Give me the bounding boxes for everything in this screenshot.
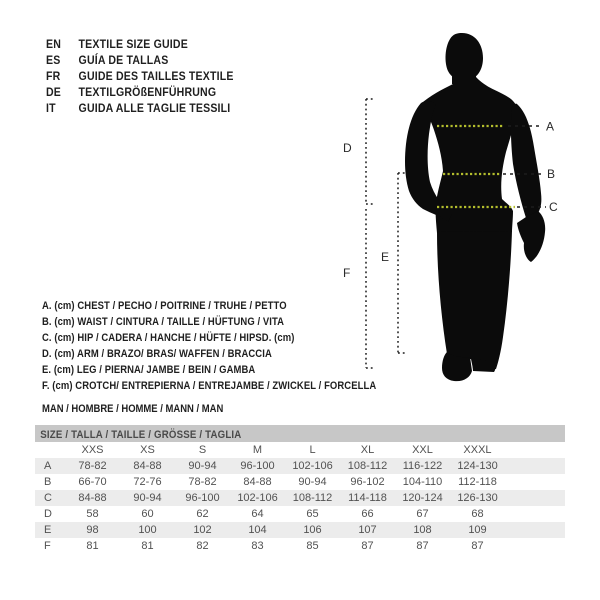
table-cell: 107: [358, 524, 377, 536]
trousers-shape: [437, 231, 512, 369]
table-cell: 78-82: [78, 460, 107, 472]
table-row-d: [35, 506, 565, 522]
legend-item-f: F. (cm) CROTCH/ ENTREPIERNA / ENTREJAMBE / ZWICKEL / FORCELLA: [42, 380, 377, 392]
gender-line: MAN / HOMBRE / HOMME / MANN / MAN: [42, 403, 224, 415]
legend-item-b: B. (cm) WAIST / CINTURA / TAILLE / HÜFTUNG / VITA: [42, 316, 285, 328]
table-cell: 64: [251, 508, 264, 520]
table-cell: 83: [251, 540, 264, 552]
guide-title: GUIDA ALLE TAGLIE TESSILI: [78, 101, 231, 115]
table-cell: 81: [141, 540, 154, 552]
table-cell: 104: [248, 524, 267, 536]
table-cell: 108-112: [347, 460, 388, 472]
label-hip-c: C: [549, 200, 558, 214]
row-filler-cell: [505, 474, 565, 490]
guide-title: GUIDE DES TAILLES TEXTILE: [78, 69, 234, 83]
table-cell: 126-130: [457, 492, 498, 504]
table-cell: 84-88: [243, 476, 272, 488]
column-header-s: S: [198, 444, 207, 456]
table-cell: 120-124: [402, 492, 443, 504]
row-label: E: [44, 524, 52, 536]
legend-item-e: E. (cm) LEG / PIERNA/ JAMBE / BEIN / GAMBA: [42, 364, 256, 376]
size-table-title: SIZE / TALLA / TAILLE / GRÖSSE / TAGLIA: [40, 429, 242, 441]
row-label: C: [44, 492, 52, 504]
table-cell: 96-100: [240, 460, 275, 472]
table-cell: 96-102: [350, 476, 385, 488]
row-filler-cell: [505, 506, 565, 522]
right-arm-shape: [511, 104, 541, 218]
table-cell: 65: [306, 508, 319, 520]
table-cell: 102-106: [237, 492, 278, 504]
table-cell: 82: [196, 540, 209, 552]
table-cell: 102-106: [292, 460, 333, 472]
label-waist-b: B: [547, 167, 556, 181]
header-corner-cell: [35, 442, 65, 458]
language-code: EN: [46, 37, 62, 51]
size-table-title-band: [35, 425, 565, 442]
table-row-e: [35, 522, 565, 538]
table-cell: 106: [303, 524, 322, 536]
column-header-m: M: [252, 444, 263, 456]
label-leg-e: E: [381, 250, 390, 264]
table-cell: 116-122: [402, 460, 443, 472]
table-row-a: [35, 458, 565, 474]
column-header-xxl: XXL: [412, 444, 433, 456]
table-cell: 68: [471, 508, 484, 520]
measure-line-leg: [381, 173, 407, 353]
label-chest-a: A: [546, 119, 555, 134]
table-cell: 66: [361, 508, 374, 520]
table-cell: 90-94: [298, 476, 327, 488]
table-cell: 84-88: [133, 460, 162, 472]
table-cell: 85: [306, 540, 319, 552]
guide-title: TEXTILGRÖßENFÜHRUNG: [78, 85, 217, 99]
row-label: D: [44, 508, 52, 520]
table-cell: 124-130: [457, 460, 498, 472]
row-label: A: [44, 460, 52, 472]
table-cell: 108-112: [292, 492, 333, 504]
column-header-xxxl: XXXL: [463, 444, 492, 456]
table-cell: 81: [86, 540, 99, 552]
table-cell: 114-118: [348, 492, 387, 504]
size-table-header-row: [35, 442, 565, 458]
guide-title: GUÍA DE TALLAS: [78, 53, 169, 67]
header-filler-cell: [505, 442, 565, 458]
legend-item-a: A. (cm) CHEST / PECHO / POITRINE / TRUHE / PETTO: [42, 300, 287, 312]
table-cell: 90-94: [188, 460, 217, 472]
table-cell: 108: [413, 524, 432, 536]
row-label: B: [44, 476, 52, 488]
row-filler-cell: [505, 458, 565, 474]
column-header-xxs: XXS: [81, 444, 104, 456]
table-cell: 60: [141, 508, 154, 520]
table-cell: 104-110: [402, 476, 443, 488]
size-table-body: [35, 458, 565, 554]
row-filler-cell: [505, 538, 565, 554]
table-cell: 72-76: [133, 476, 162, 488]
table-cell: 96-100: [185, 492, 220, 504]
language-code: ES: [46, 53, 61, 67]
column-header-xl: XL: [360, 444, 375, 456]
label-crotch-f: F: [343, 266, 351, 280]
row-filler-cell: [505, 522, 565, 538]
measure-line-crotch: [343, 209, 374, 368]
table-row-b: [35, 474, 565, 490]
size-table: [35, 425, 565, 554]
table-cell: 58: [86, 508, 99, 520]
table-cell: 62: [196, 508, 209, 520]
table-cell: 87: [361, 540, 374, 552]
guide-title: TEXTILE SIZE GUIDE: [78, 37, 188, 51]
legend-item-c: C. (cm) HIP / CADERA / HANCHE / HÜFTE / HIPSD. (cm): [42, 332, 295, 344]
table-cell: 102: [193, 524, 212, 536]
right-hand-shape: [517, 211, 545, 262]
language-code: DE: [46, 85, 62, 99]
legend-item-d: D. (cm) ARM / BRAZO/ BRAS/ WAFFEN / BRACCIA: [42, 348, 272, 360]
table-cell: 78-82: [188, 476, 217, 488]
table-cell: 112-118: [458, 476, 497, 488]
table-row-c: [35, 490, 565, 506]
row-label: F: [44, 540, 51, 552]
table-cell: 98: [86, 524, 99, 536]
table-row-f: [35, 538, 565, 554]
table-cell: 87: [471, 540, 484, 552]
row-filler-cell: [505, 490, 565, 506]
table-cell: 109: [468, 524, 487, 536]
measure-line-arm: [343, 99, 374, 204]
table-cell: 66-70: [78, 476, 107, 488]
language-code: FR: [46, 69, 61, 83]
column-header-l: L: [309, 444, 316, 456]
table-cell: 67: [416, 508, 429, 520]
column-header-xs: XS: [140, 444, 155, 456]
table-cell: 87: [416, 540, 429, 552]
table-cell: 100: [138, 524, 157, 536]
label-arm-d: D: [343, 141, 352, 155]
language-code: IT: [46, 101, 56, 115]
table-cell: 90-94: [133, 492, 162, 504]
table-cell: 84-88: [78, 492, 107, 504]
